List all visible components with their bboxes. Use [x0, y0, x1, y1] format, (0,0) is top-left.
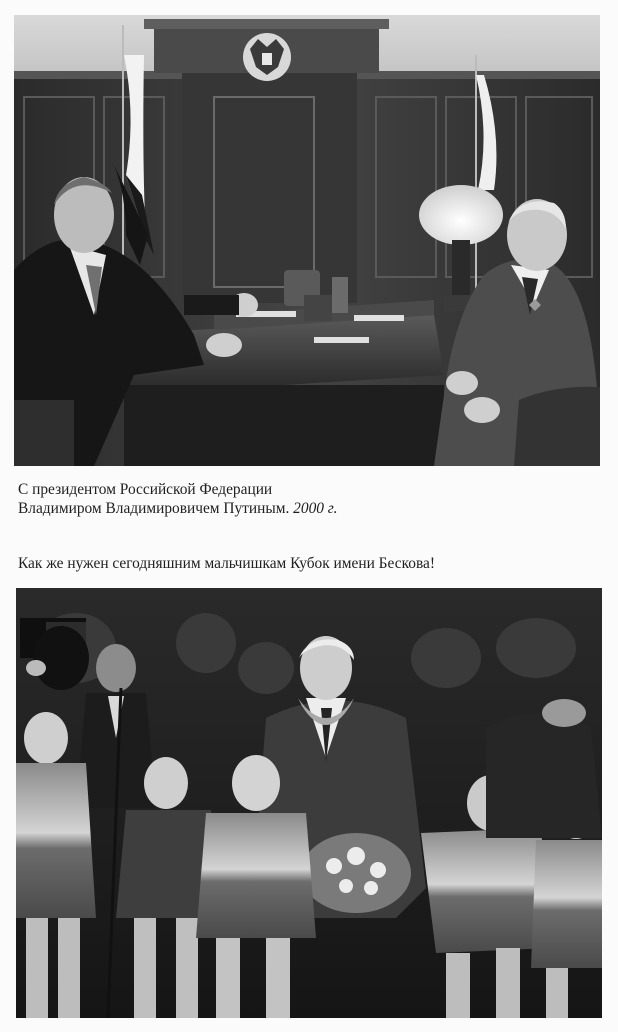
caption-line-2 — [18, 499, 337, 518]
caption-line-2-text: Владимиром Владимировичем Путиным. — [18, 500, 290, 517]
caption-line-1: С президентом Российской Федерации — [18, 481, 273, 498]
photo-meeting-with-president — [14, 15, 600, 466]
caption-year: 2000 г. — [293, 500, 338, 517]
photo-cup-with-boys — [16, 588, 602, 1018]
flower-bouquet — [301, 833, 411, 913]
double-headed-eagle-emblem-icon — [243, 33, 291, 81]
caption-line-3: Как же нужен сегодняшним мальчишкам Кубок имени Бескова! — [18, 555, 435, 572]
